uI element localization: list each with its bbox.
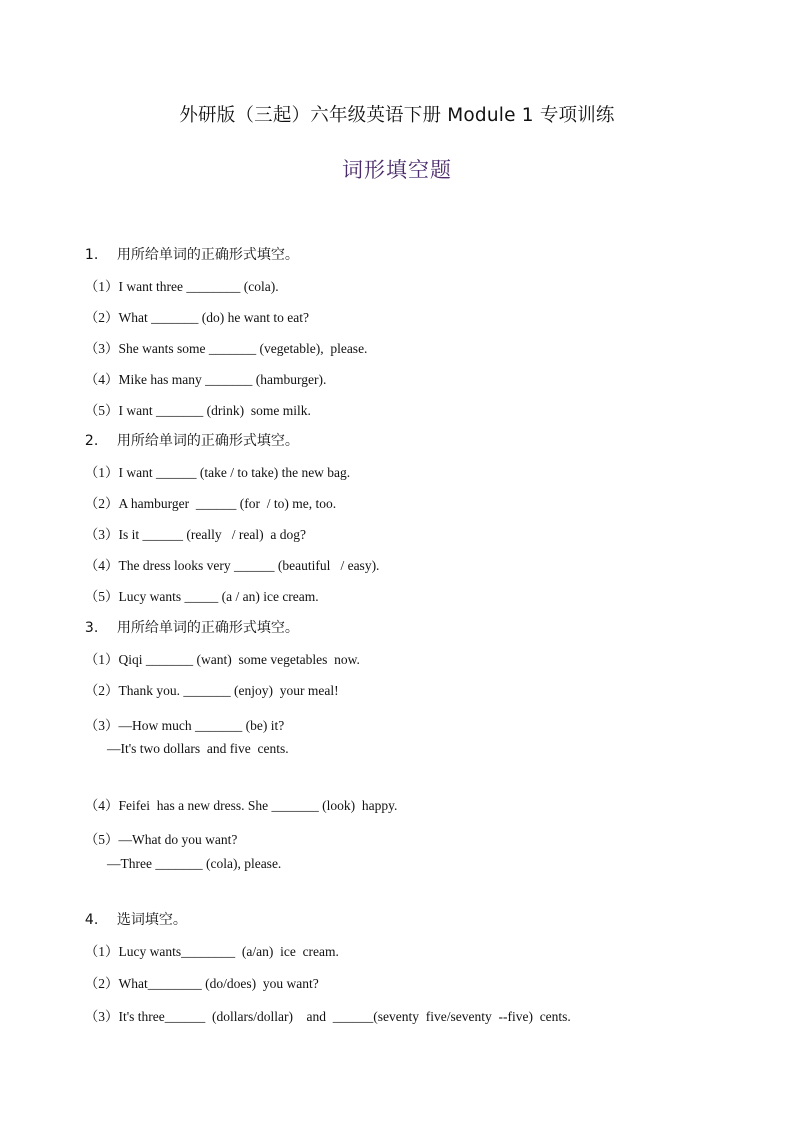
item-number: （3） [84,341,119,356]
question-heading-1 [76,228,299,264]
item-text: I want ______ (take / to take) the new bag. [118,465,351,480]
list-item [78,957,319,993]
item-text: Feifei has a new dress. She _______ (look) happy. [118,798,398,813]
question-heading-2 [76,414,299,450]
item-text: It's three______ (dollars/dollar) and ______(seventy five/seventy --five) cents. [118,1009,571,1024]
list-item [78,813,237,849]
question-heading-3 [76,601,299,637]
question-number: 4. [84,912,99,928]
item-text: Lucy wants _____ (a / an) ice cream. [118,589,319,604]
item-reply: —It's two dollars and five cents. [107,741,289,756]
item-number: （4） [84,372,119,387]
item-number: （1） [84,465,119,480]
item-reply: —Three _______ (cola), please. [107,856,282,871]
item-text: A hamburger ______ (for / to) me, too. [118,496,337,511]
item-text: What _______ (do) he want to eat? [118,310,309,325]
question-instruction: 用所给单词的正确形式填空。 [116,433,299,449]
item-text: Thank you. _______ (enjoy) your meal! [118,683,339,698]
item-text: I want _______ (drink) some milk. [118,403,311,418]
item-text: She wants some _______ (vegetable), please. [118,341,368,356]
item-number: （1） [84,944,119,959]
question-instruction: 用所给单词的正确形式填空。 [116,620,299,636]
item-text: What________ (do/does) you want? [118,976,319,991]
item-number: （4） [84,558,119,573]
item-text: —What do you want? [118,832,238,847]
item-number: （5） [84,403,119,418]
item-number: （2） [84,310,119,325]
item-number: （2） [84,496,119,511]
list-item [78,664,339,700]
item-text: Lucy wants________ (a/an) ice cream. [118,944,339,959]
list-item [78,925,339,961]
list-item [78,699,284,735]
item-number: （1） [84,279,119,294]
item-text: I want three ________ (cola). [118,279,279,294]
question-heading-4 [76,893,187,929]
question-number: 2. [84,433,99,449]
item-number: （5） [84,589,119,604]
item-number: （2） [84,683,119,698]
list-item [78,779,397,815]
item-text: The dress looks very ______ (beautiful / easy). [118,558,380,573]
item-text: Is it ______ (really / real) a dog? [118,527,306,542]
item-text: —How much _______ (be) it? [118,718,285,733]
question-number: 3. [84,620,99,636]
item-number: （1） [84,652,119,667]
list-item [78,990,571,1026]
item-number: （3） [84,718,119,733]
item-text: Qiqi _______ (want) some vegetables now. [118,652,360,667]
question-instruction: 用所给单词的正确形式填空。 [116,247,299,263]
item-number: （2） [84,976,119,991]
question-instruction: 选词填空。 [116,912,187,928]
item-number: （5） [84,832,119,847]
question-number: 1. [84,247,99,263]
page-subtitle: 词形填空题 [342,158,452,182]
page-title: 外研版（三起）六年级英语下册 Module 1 专项训练 [179,105,615,126]
item-number: （3） [84,527,119,542]
item-text: Mike has many _______ (hamburger). [118,372,327,387]
item-number: （3） [84,1009,119,1024]
item-number: （4） [84,798,119,813]
